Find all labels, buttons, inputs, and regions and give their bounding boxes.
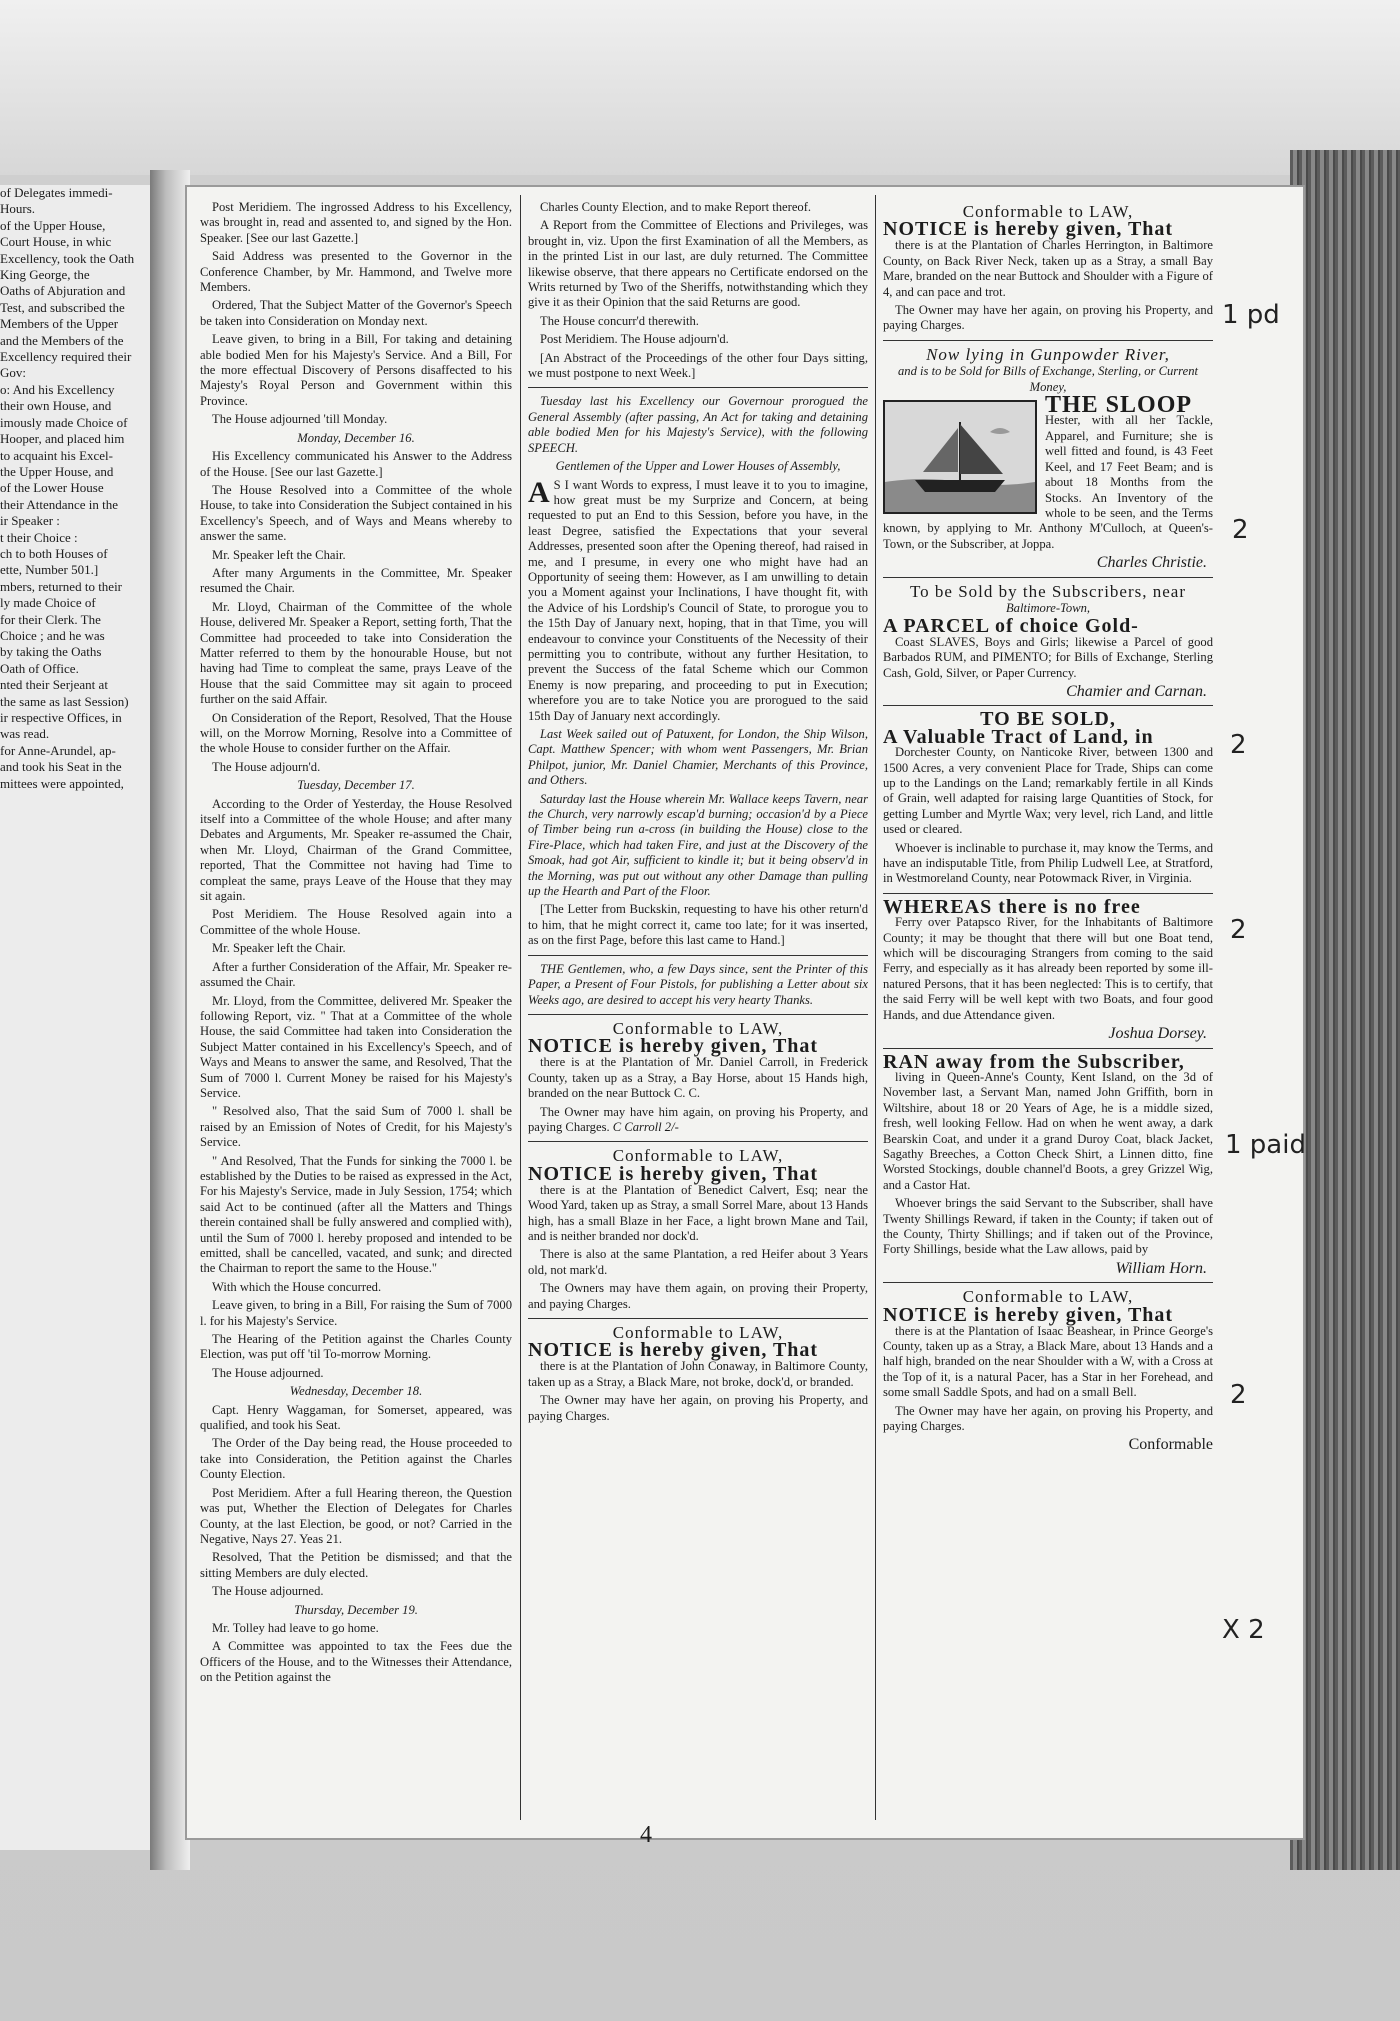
divider <box>883 893 1213 894</box>
fragment-line: ch to both Houses of <box>0 545 108 561</box>
paragraph: Mr. Lloyd, Chairman of the Committee of the whole House, delivered Mr. Speaker a Report, setting forth, That the Committee had proceeded to take into Consideration the Matter referred to them by the honourable House, but not having had Time to compleat the same, prays Leave of the House that the said Committee may sit again to proceed further on the said Affair. <box>200 599 512 707</box>
catchword: Conformable <box>1128 1436 1213 1454</box>
ad-title: A Valuable Tract of Land, in <box>883 725 1154 748</box>
paragraph: Charles County Election, and to make Report thereof. <box>540 200 812 214</box>
date-heading: Tuesday, December 17. <box>297 778 415 793</box>
fragment-line: Gov: <box>0 365 26 381</box>
fragment-line: by taking the Oaths <box>0 644 102 660</box>
paragraph: Leave given, to bring in a Bill, For raising the Sum of 7000 l. for his Majesty's Service. <box>200 1298 512 1328</box>
fragment-line: Oaths of Abjuration and <box>0 283 126 299</box>
paragraph: The House adjourned 'till Monday. <box>212 412 388 427</box>
fragment-line: of Delegates immedi- <box>0 185 113 200</box>
ad-body: there is at the Plantation of Isaac Beashear, in Prince George's County, taken up as a Stray, a Black Mare, about 13 Hands and a half high, branded on the near Shoulder with a W, with a Cross at the Top of it, is a natural Pacer, has a Star in her Forehead, and some small Saddle Spots, and had on a small Bell. <box>883 1323 1213 1400</box>
ad-body: there is at the Plantation of Benedict Calvert, Esq; near the Wood Yard, taken up as Stray, a small Sorrel Mare, about 13 Hands high, has a small Blaze in her Face, a light brown Mane and Tail, and is neither branded nor dock'd. <box>528 1182 868 1243</box>
paragraph: The House adjourned. <box>212 1584 324 1599</box>
fragment-line: and the Members of the <box>0 332 124 348</box>
margin-note: 1 pd <box>1222 300 1280 330</box>
ad-title: NOTICE is hereby given, That <box>883 1303 1174 1326</box>
news-item: Saturday last the House wherein Mr. Wallace keeps Tavern, near the Church, very narrowly escap'd burning; occasion'd by a Piece of Timber being run a-cross (in building the House) close to the Fire-Place, which had taken Fire, and just at the Discovery of the Smoak, had got Air, sufficient to kindle it; but it being observ'd in the Morning, was put out without any other Damage than pulling up the Hearth and Part of the Floor. <box>528 791 868 899</box>
ad-body: The Owner may have her again, on proving his Property, and paying Charges. <box>883 303 1213 333</box>
paragraph: " Resolved also, That the said Sum of 7000 l. shall be raised by an Emission of Notes of Credit, for his Majesty's Service. <box>200 1104 512 1150</box>
paragraph: Mr. Lloyd, from the Committee, delivered Mr. Speaker the following Report, viz. " That at a Committee of the whole House, the said Committee had taken into Consideration the Subject Matter contained in his Excellency's Speech, and of Ways and Means to answer the same, and Resolved, That the Sum of 7000 l. Current Money be raised for his Majesty's Service. <box>200 993 512 1100</box>
paragraph: On Consideration of the Report, Resolved, That the House will, on the Morrow Morning, Resolve into a Committee of the whole House to consider further on the Affair. <box>200 710 512 756</box>
signature: Chamier and Carnan. <box>1066 682 1207 700</box>
fragment-line: Court House, in whic <box>0 234 112 250</box>
ad-title: A PARCEL of choice Gold- <box>883 615 1139 638</box>
ad-body: there is at the Plantation of Charles Herrington, in Baltimore County, on Back River Neck, taken up as a Stray, a small Bay Mare, branded on the near Buttock and Shoulder with a Figure of 4, and can pace and trot. <box>883 238 1213 299</box>
fragment-line: of the Upper House, <box>0 217 106 233</box>
paragraph: The House Resolved into a Committee of the whole House, to take into Consideration the Subject contained in his Excellency's Speech, and of Ways and Means whereby to answer the same. <box>200 482 512 544</box>
news-item: Last Week sailed out of Patuxent, for London, the Ship Wilson, Capt. Matthew Spencer; with whom went Passengers, Mr. Brian Philpot, junior, Mr. Daniel Chamier, Merchants of this Province, and Others. <box>528 727 868 788</box>
handwritten-annotation: C Carroll 2/- <box>612 1119 679 1134</box>
letter-note: [The Letter from Buckskin, requesting to have his other return'd to him, that he might correct it, came too late; for it was inserted, as on the first Page, before this last came to Hand.] <box>528 902 868 948</box>
paragraph: Capt. Henry Waggaman, for Somerset, appeared, was qualified, and took his Seat. <box>200 1402 512 1433</box>
fragment-line: their Attendance in the <box>0 496 119 512</box>
ad-body: The Owner may have her again, on proving his Property, and paying Charges. <box>883 1403 1213 1434</box>
ship-icon <box>885 402 1035 512</box>
ad-body: The Owners may have them again, on proving their Property, and paying Charges. <box>528 1281 868 1311</box>
ad-heading: Conformable to LAW, <box>612 1018 784 1038</box>
ad-body: There is also at the same Plantation, a red Heifer about 3 Years old, not mark'd. <box>528 1247 868 1277</box>
prorogue-notice: Tuesday last his Excellency our Governour prorogued the General Assembly (after passing, An Act for taking and detaining able bodied Men for his Majesty's Service), with the following SPEECH. <box>528 394 868 455</box>
ad-subheading: Baltimore-Town, <box>1005 600 1091 615</box>
fragment-line: ir Speaker : <box>0 513 60 529</box>
divider <box>883 1048 1213 1049</box>
ad-title: NOTICE is hereby given, That <box>883 218 1174 241</box>
paragraph: The House concurr'd therewith. <box>540 313 699 328</box>
fragment-line: the same as last Session) <box>0 693 129 709</box>
ad-body: Dorchester County, on Nanticoke River, between 1300 and 1500 Acres, a very convenient Place for Trade, Ships can come up to the Landings on the Land; remarkably fertile in all Kinds of Grain, well adapted for raising large Quantities of Stock, for getting Lumber and Myrtle Wax; very level, rich Land, and little used or cleared. <box>883 745 1213 837</box>
divider <box>883 577 1213 578</box>
column-1 <box>200 200 512 1689</box>
margin-note: 1 paid <box>1225 1130 1306 1160</box>
fragment-line: Members of the Upper <box>0 316 119 332</box>
paragraph: Post Meridiem. After a full Hearing thereon, the Question was put, Whether the Election of Delegates for Charles County, at the last Election, be good, or not? Carried in the Negative, Nays 27. Yeas 21. <box>200 1485 512 1546</box>
fragment-line: nted their Serjeant at <box>0 677 108 693</box>
thanks-notice: THE Gentlemen, who, a few Days since, sent the Printer of this Paper, a Present of Four Pistols, for publishing a Letter about six Weeks ago, are desired to accept his very hearty Thanks. <box>528 961 868 1007</box>
signature: William Horn. <box>1115 1259 1207 1277</box>
signature: Charles Christie. <box>1096 554 1207 572</box>
paragraph: " And Resolved, That the Funds for sinking the 7000 l. be established by the Duties to be raised as expressed in the Act, For his Majesty's Service, made in July Session, 1754; which said Act to be continued (after all the Matters and Things therein contained shall be fully answered and complied with), until the Sum of 7000 l. hereby proposed and intended to be emitted, shall be cancelled, vacated, and sunk; and directed the Chairman to report the same to the House." <box>200 1153 512 1276</box>
fragment-line: was read. <box>0 726 50 742</box>
page-edges <box>1290 150 1400 1870</box>
fragment-line: their own House, and <box>0 398 112 414</box>
paragraph: According to the Order of Yesterday, the House Resolved itself into a Committee of the whole House; and after many Debates and Arguments, Mr. Speaker re-assumed the Chair, when Mr. Lloyd, Chairman of the Grand Committee, reported, That the Committee not having had Time to compleat the same, prays Leave of the House that they may sit again. <box>200 796 512 904</box>
divider <box>883 340 1213 341</box>
fragment-line: o: And his Excellency <box>0 381 115 397</box>
fragment-line: t their Choice : <box>0 529 78 545</box>
margin-note: X 2 <box>1222 1615 1265 1645</box>
divider <box>528 1014 868 1015</box>
ad-body: there is at the Plantation of John Conaway, in Baltimore County, taken up as a Stray, a Black Mare, not broke, dock'd, or branded. <box>528 1359 868 1389</box>
book-spine <box>150 170 190 1870</box>
paragraph: After many Arguments in the Committee, Mr. Speaker resumed the Chair. <box>200 565 512 596</box>
ad-heading: TO BE SOLD, <box>980 708 1116 731</box>
ad-body: Hester, with all her Tackle, Apparel, and Furniture; she is well fitted and found, is 43 Feet Keel, and 17 Feet Beam; and is about 18 Months from the Stocks. An Inventory of the whole to be seen, and the Terms known, by applying to Mr. Anthony M'Culloch, at Queen's-Town, or the Subscriber, at Joppa. <box>883 413 1213 551</box>
paragraph: A Committee was appointed to tax the Fees due the Officers of the House, and to the Witnesses their Attendance, on the Petition against the <box>200 1639 512 1685</box>
paragraph: The Hearing of the Petition against the Charles County Election, was put off 'til To-morrow Morning. <box>200 1332 512 1362</box>
ad-body: Whoever brings the said Servant to the Subscriber, shall have Twenty Shillings Reward, if taken in the County; if taken out of the County, Thirty Shillings; and if taken out of the Province, Forty Shillings, beside what the Law allows, paid by <box>883 1196 1213 1257</box>
ad-body: The Owner may have him again, on proving his Property, and paying Charges. C Carroll 2/- <box>528 1104 868 1134</box>
ad-body: Whoever is inclinable to purchase it, may know the Terms, and have an indisputable Title, from Philip Ludwell Lee, at Stratford, in Westmoreland County, near Potowmack River, in Virginia. <box>883 840 1213 886</box>
ad-title: NOTICE is hereby given, That <box>528 1339 819 1362</box>
divider <box>528 1318 868 1319</box>
margin-note: 2 <box>1230 730 1247 760</box>
paragraph: Post Meridiem. The House Resolved again into a Committee of the whole House. <box>200 907 512 937</box>
ad-title: THE SLOOP <box>1045 392 1193 419</box>
paragraph: With which the House concurred. <box>212 1279 382 1294</box>
signature: Joshua Dorsey. <box>1108 1025 1207 1043</box>
fragment-line: Excellency required their <box>0 349 132 365</box>
fragment-line: Excellency, took the Oath <box>0 250 135 266</box>
paragraph: Mr. Tolley had leave to go home. <box>212 1620 379 1635</box>
date-heading: Thursday, December 19. <box>294 1602 418 1617</box>
column-rule <box>520 195 521 1820</box>
paragraph: Ordered, That the Subject Matter of the Governor's Speech be taken into Consideration on Monday next. <box>200 298 512 328</box>
ad-subheading: and is to be Sold for Bills of Exchange, Sterling, or Current Money, <box>897 364 1199 394</box>
paragraph: His Excellency communicated his Answer to the Address of the House. [See our last Gazette.] <box>200 449 512 479</box>
divider <box>528 1141 868 1142</box>
paragraph: The House adjourned. <box>212 1365 324 1380</box>
page-number: 4 <box>640 1822 652 1848</box>
fragment-line: ette, Number 501.] <box>0 562 99 578</box>
margin-note: 2 <box>1230 1380 1247 1410</box>
column-rule <box>875 195 876 1820</box>
column-3 <box>883 200 1213 1453</box>
fragment-line: ir respective Offices, in <box>0 710 122 725</box>
fragment-line: of the Lower House <box>0 480 104 496</box>
fragment-line: mbers, returned to their <box>0 578 123 594</box>
fragment-line: Hooper, and placed him <box>0 431 125 447</box>
drop-cap: A <box>528 475 550 509</box>
ad-title: WHEREAS there is no free <box>883 895 1141 918</box>
column-2 <box>528 200 868 1427</box>
fragment-line: Hours. <box>0 201 36 217</box>
ad-heading: To be Sold by the Subscribers, near <box>909 581 1186 601</box>
divider <box>883 705 1213 706</box>
ad-body: Ferry over Patapsco River, for the Inhabitants of Baltimore County; it may be thought that there will but one Boat tend, which will be discouraging Strangers from coming to the said Ferry, and especially as it has already been reported by some ill-natured Persons, that it has been neglected: This is to certify, that the said Ferry will be well kept with two Boats, and four good Hands, and due Attendance given. <box>883 915 1213 1022</box>
fragment-line: Choice ; and he was <box>0 627 105 643</box>
paragraph: Resolved, That the Petition be dismissed; and that the sitting Members are duly elected. <box>200 1550 512 1580</box>
paragraph: After a further Consideration of the Affair, Mr. Speaker re-assumed the Chair. <box>200 959 512 990</box>
ad-body: The Owner may have her again, on proving his Property, and paying Charges. <box>528 1393 868 1423</box>
divider <box>883 1282 1213 1283</box>
sloop-woodcut <box>883 400 1037 514</box>
divider <box>528 955 868 956</box>
paragraph: The House adjourn'd. <box>212 759 321 774</box>
fragment-line: to acquaint his Excel- <box>0 447 113 463</box>
top-shadow <box>0 0 1400 175</box>
divider <box>528 387 868 388</box>
fragment-line: Oath of Office. <box>0 660 79 676</box>
ad-body: living in Queen-Anne's County, Kent Island, on the 3d of November last, a Servant Man, named John Griffith, born in Wiltshire, about 18 or 20 Years of Age, he is a middle sized, fresh, well looking Fellow. Had on when he went away, a dark Bearskin Coat, and under it a grand Duroy Coat, black Jacket, Sagathy Breeches, a Cotton Check Shirt, a Linnen ditto, fine Worsted Stockings, double channel'd Boots, a grey Grizzel Wig, and a Castor Hat. <box>883 1069 1213 1192</box>
paragraph: Mr. Speaker left the Chair. <box>212 941 346 956</box>
ad-heading: Conformable to LAW, <box>612 1323 784 1342</box>
date-heading: Monday, December 16. <box>297 430 415 445</box>
date-heading: Wednesday, December 18. <box>289 1384 423 1399</box>
fragment-line: Test, and subscribed the <box>0 299 125 315</box>
fragment-line: King George, the <box>0 267 90 283</box>
left-page-fragment <box>0 185 150 1850</box>
paragraph: Post Meridiem. The House adjourn'd. <box>540 332 729 347</box>
fragment-line: the Upper House, and <box>0 463 114 479</box>
ad-body: there is at the Plantation of Mr. Daniel Carroll, in Frederick County, taken up as a Stray, a Bay Horse, about 15 Hands high, branded on the near Buttock C. C. <box>528 1055 868 1101</box>
fragment-line: imously made Choice of <box>0 414 128 430</box>
margin-note: 2 <box>1230 915 1247 945</box>
paragraph: The Order of the Day being read, the House proceeded to take into Consideration, the Petition against the Charles County Election. <box>200 1436 512 1482</box>
ad-body: Coast SLAVES, Boys and Girls; likewise a Parcel of good Barbados RUM, and PIMENTO; for Bills of Exchange, Sterling Cash, Gold, Silver, or Paper Currency. <box>883 634 1213 680</box>
paragraph: Post Meridiem. The ingrossed Address to his Excellency, was brought in, read and assented to, and signed by the Hon. Speaker. [See our last Gazette.] <box>200 200 512 245</box>
fragment-line: and took his Seat in the <box>0 759 122 775</box>
fragment-line: for Anne-Arundel, ap- <box>0 742 116 758</box>
ad-heading: Conformable to LAW, <box>962 202 1134 221</box>
paragraph: Mr. Speaker left the Chair. <box>212 547 346 562</box>
ad-heading: Conformable to LAW, <box>962 1287 1134 1307</box>
paragraph: Said Address was presented to the Governor in the Conference Chamber, by Mr. Hammond, and Twelve more Members. <box>200 249 512 295</box>
ad-title: RAN away from the Subscriber, <box>883 1050 1185 1073</box>
speech-salutation: Gentlemen of the Upper and Lower Houses of Assembly, <box>555 459 841 474</box>
ad-title: NOTICE is hereby given, That <box>528 1035 819 1058</box>
fragment-line: for their Clerk. The <box>0 611 101 627</box>
ad-heading: Conformable to LAW, <box>612 1146 784 1166</box>
margin-note: 2 <box>1232 515 1249 545</box>
ad-title: NOTICE is hereby given, That <box>528 1162 819 1185</box>
fragment-line: ly made Choice of <box>0 595 96 611</box>
fragment-line: mittees were appointed, <box>0 775 124 791</box>
paragraph: A Report from the Committee of Elections and Privileges, was brought in, viz. Upon the first Examination of all the Members, as in the printed List in our last, are duly returned. The Committee likewise observe, that there appears no Certificate endorsed on the Writs returned by Two of the Sheriffs, notwithstanding which they give it as their Opinion that the said Returns are good. <box>528 218 868 310</box>
speech-text: S I want Words to express, I must leave it to you to imagine, how great must be my Surprize and Concern, at being requested to put an End to this Session, before you have, in the least Degree, satisfied the Expectations that your several Addresses, presented soon after the Opening thereof, had raised in me, and I presume, in every one who might have had an Opportunity of seeing them: However, as I am unwilling to detain you a Moment against your Inclinations, I have thought fit, with the Advice of his Lordship's Council of State, to prorogue you to the 15th Day of January next, hoping, that in that Time, you will endeavour to convince your Constituents of the Necessity of their permitting you to contribute, without any further Hesitation, to prevent the Success of the fatal Scheme which our Common Enemy is now preparing, and proceeding to put in Execution; wherefore you are to take Notice you are prorogued to the said 15th Day of January next accordingly. <box>528 477 868 723</box>
ad-heading: Now lying in Gunpowder River, <box>926 344 1170 364</box>
paragraph: Leave given, to bring in a Bill, For taking and detaining able bodied Men for his Majesty's Service. And a Bill, For the more effectual Discovery of Persons disaffected to his Majesty's Royal Person and Government within this Province. <box>200 332 512 408</box>
abstract-note: [An Abstract of the Proceedings of the other four Days sitting, we must postpone to next Week.] <box>528 350 868 381</box>
